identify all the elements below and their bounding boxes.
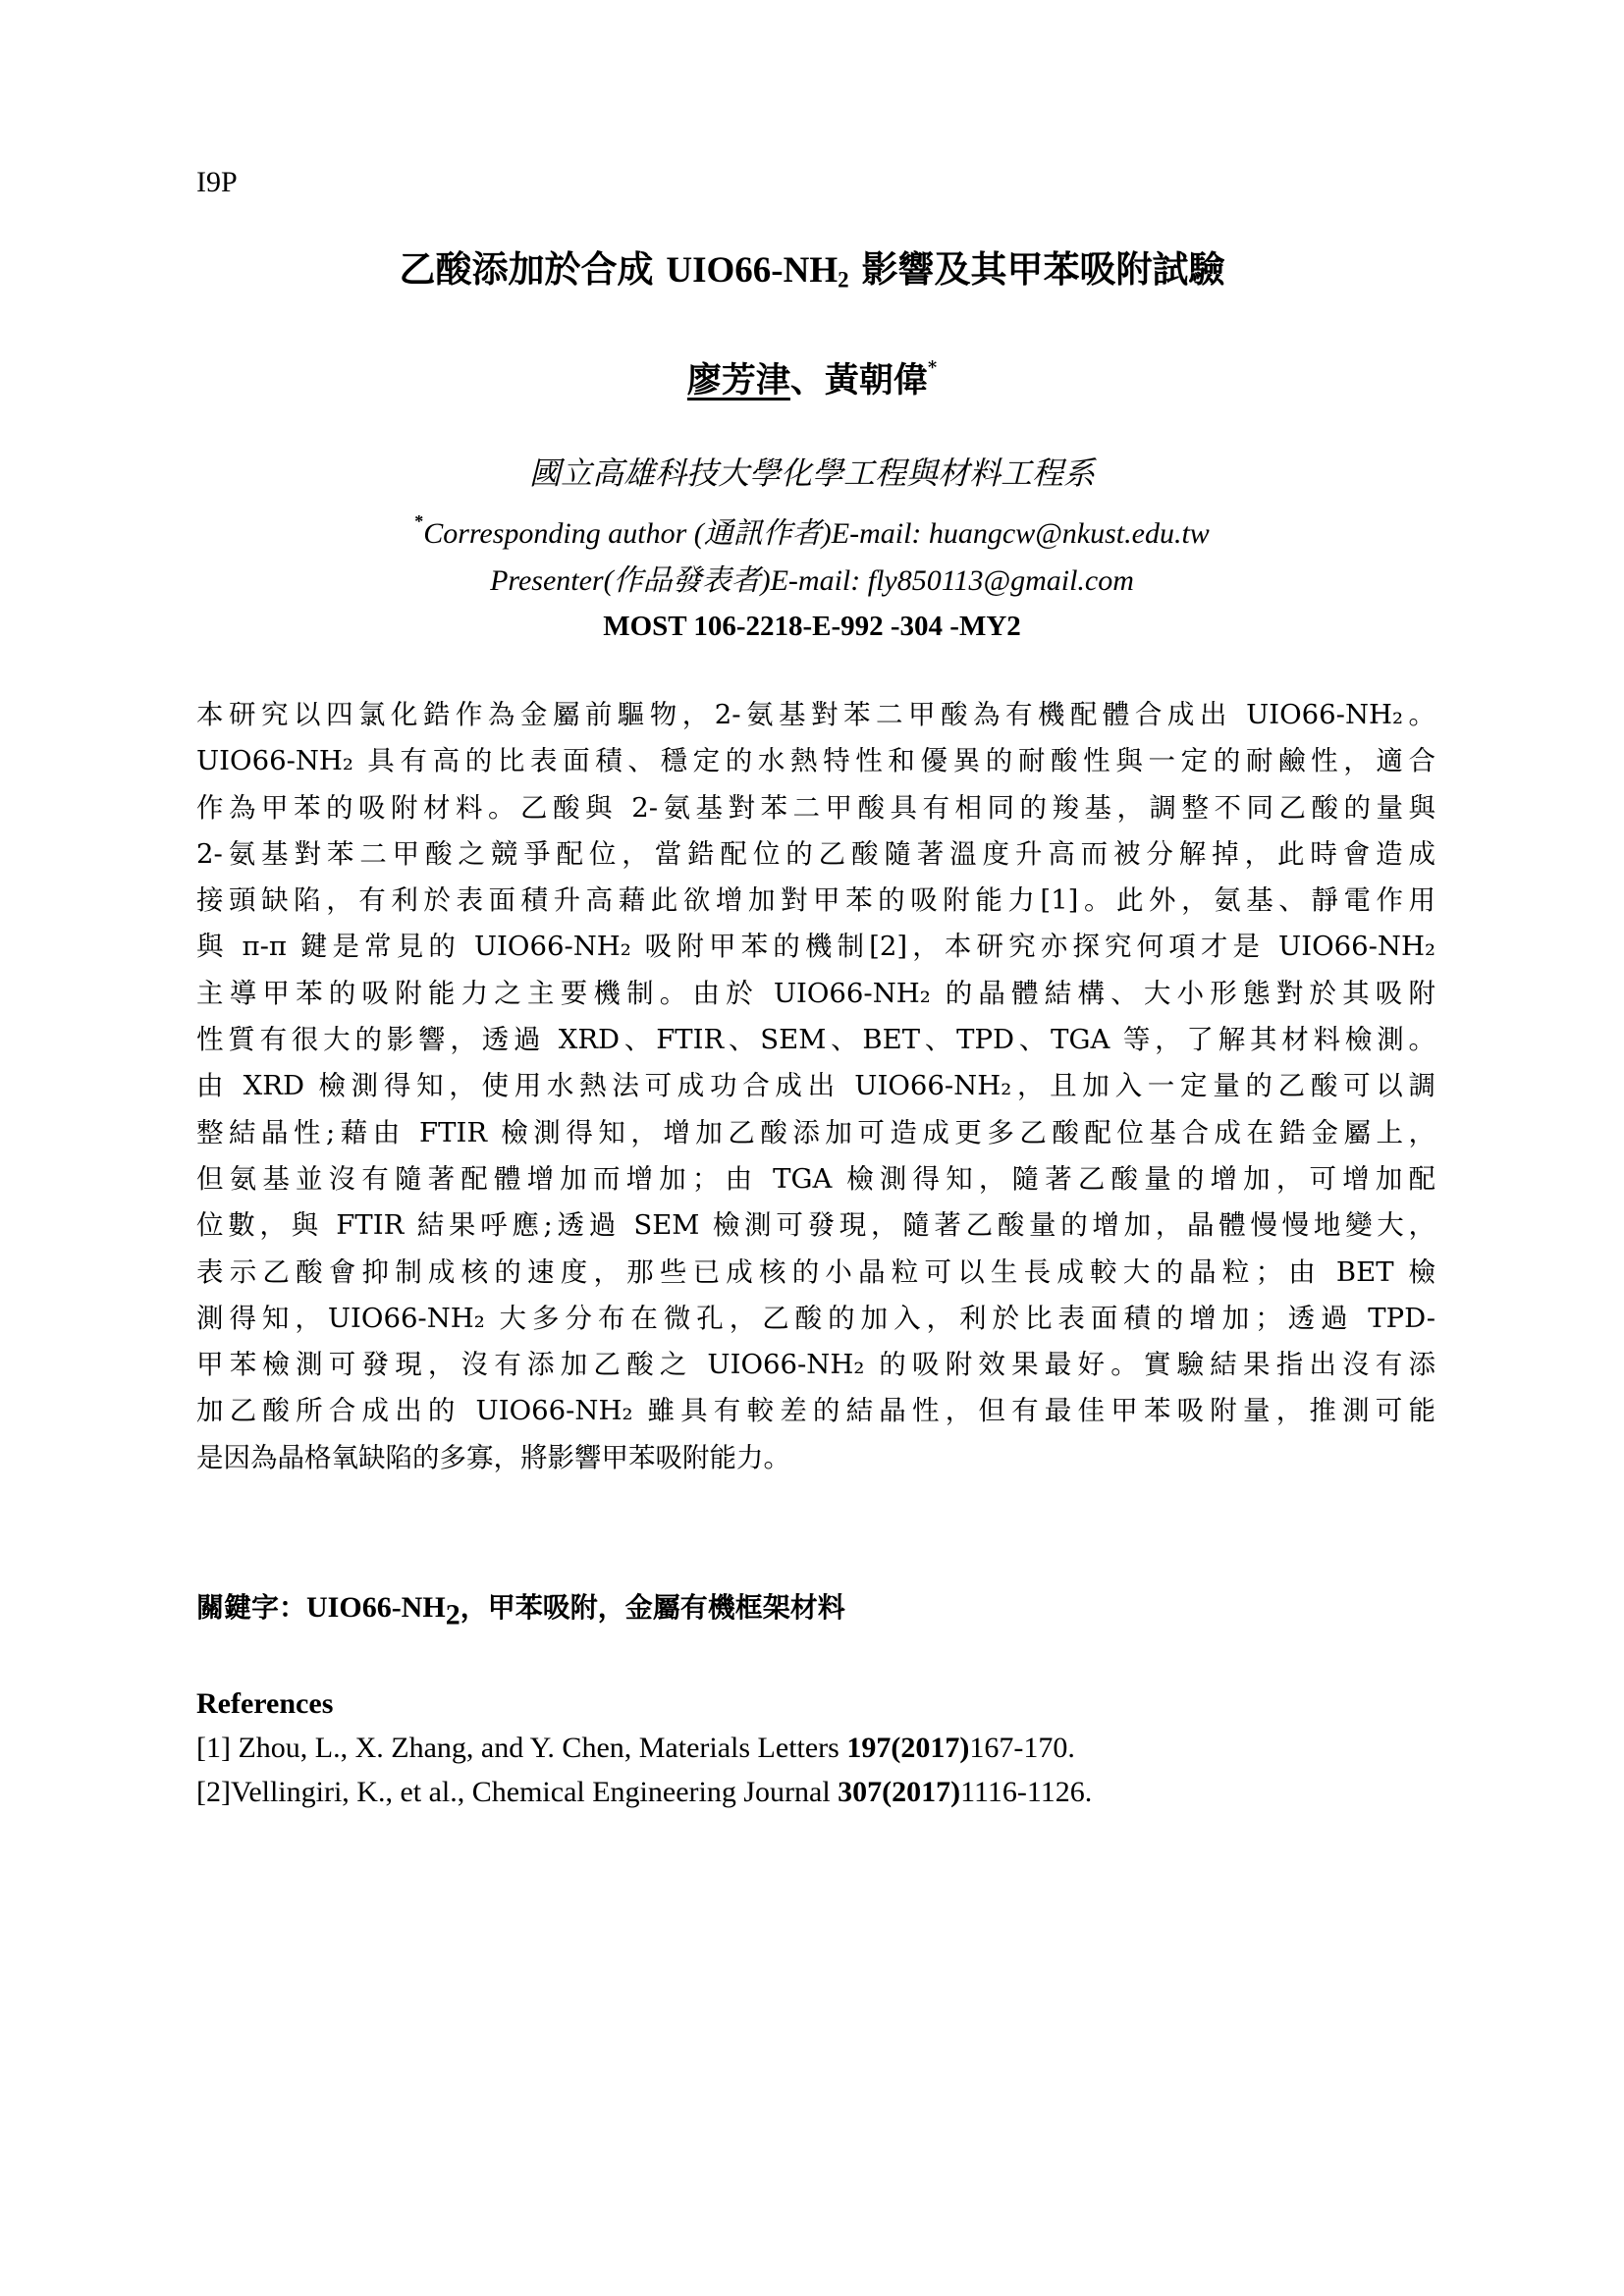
abstract-line: 整結晶性;藉由 FTIR 檢測得知，增加乙酸添加可造成更多乙酸配位基合成在鋯金屬上， bbox=[196, 1116, 1435, 1148]
abstract-body bbox=[196, 692, 1435, 1481]
author-presenter: 廖芳津 bbox=[686, 360, 790, 400]
references-heading: References bbox=[196, 1687, 334, 1720]
author-separator: 、 bbox=[789, 360, 825, 400]
abstract-line: UIO66-NH₂ 具有高的比表面積、穩定的水熱特性和優異的耐酸性與一定的耐鹼性，適合 bbox=[196, 745, 1435, 777]
author-list bbox=[196, 359, 1428, 402]
corresponding-email-line bbox=[196, 510, 1428, 552]
presenter-email: Presenter(作品發表者)E-mail: fly850113@gmail.com bbox=[490, 564, 1134, 597]
abstract-line: 接頭缺陷，有利於表面積升高藉此欲增加對甲苯的吸附能力[1]。此外，氨基、靜電作用 bbox=[196, 884, 1435, 917]
abstract-line: 表示乙酸會抑制成核的速度，那些已成核的小晶粒可以生長成較大的晶粒；由 BET 檢 bbox=[196, 1255, 1435, 1288]
reference-pages: 1116-1126. bbox=[960, 1776, 1093, 1808]
reference-volume: 197(2017) bbox=[846, 1732, 970, 1764]
grant-number: MOST 106-2218-E-992 -304 -MY2 bbox=[603, 611, 1021, 642]
abstract-line: 主導甲苯的吸附能力之主要機制。由於 UIO66-NH₂ 的晶體結構、大小形態對於其吸附 bbox=[196, 977, 1435, 1009]
abstract-line: 作為甲苯的吸附材料。乙酸與 2-氨基對苯二甲酸具有相同的羧基，調整不同乙酸的量與 bbox=[196, 791, 1435, 824]
reference-volume: 307(2017) bbox=[838, 1776, 961, 1808]
abstract-line: 加乙酸所合成出的 UIO66-NH₂ 雖具有較差的結晶性，但有最佳甲苯吸附量，推測可能 bbox=[196, 1395, 1435, 1427]
corresponding-mark: * bbox=[927, 357, 938, 378]
keywords-compound-subscript: 2 bbox=[445, 1598, 460, 1631]
reference-item bbox=[196, 1775, 1092, 1810]
title-pre: 乙酸添加於合成 bbox=[399, 247, 667, 291]
abstract-line: 與 π-π 鍵是常見的 UIO66-NH₂ 吸附甲苯的機制[2]，本研究亦探究何項才是 UIO66-NH₂ bbox=[196, 931, 1435, 963]
keywords-rest: ，甲苯吸附，金屬有機框架材料 bbox=[460, 1591, 845, 1624]
abstract-line: 是因為晶格氧缺陷的多寡，將影響甲苯吸附能力。 bbox=[196, 1441, 790, 1473]
title-compound-subscript: 2 bbox=[838, 267, 849, 293]
abstract-line: 性質有很大的影響，透過 XRD、FTIR、SEM、BET、TPD、TGA 等，了解其材料檢測。 bbox=[196, 1024, 1435, 1056]
page-id: I9P bbox=[196, 166, 238, 198]
reference-pages: 167-170. bbox=[969, 1732, 1075, 1764]
abstract-line: 2-氨基對苯二甲酸之競爭配位，當鋯配位的乙酸隨著溫度升高而被分解掉，此時會造成 bbox=[196, 837, 1435, 870]
abstract-line: 由 XRD 檢測得知，使用水熱法可成功合成出 UIO66-NH₂，且加入一定量的乙酸可以調 bbox=[196, 1070, 1435, 1102]
reference-text: [2]Vellingiri, K., et al., Chemical Engineering Journal bbox=[196, 1776, 839, 1808]
corresponding-email: Corresponding author (通訊作者)E-mail: huangcw@nkust.edu.tw bbox=[423, 517, 1210, 550]
affiliation: 國立高雄科技大學化學工程與材料工程系 bbox=[528, 454, 1095, 492]
corresponding-email-mark: * bbox=[414, 510, 424, 531]
title-post: 影響及其甲苯吸附試驗 bbox=[848, 247, 1225, 291]
keywords-label: 關鍵字： bbox=[196, 1591, 307, 1624]
abstract-line: 但氨基並沒有隨著配體增加而增加；由 TGA 檢測得知，隨著乙酸量的增加，可增加配 bbox=[196, 1162, 1435, 1195]
abstract-line: 甲苯檢測可發現，沒有添加乙酸之 UIO66-NH₂ 的吸附效果最好。實驗結果指出沒有添 bbox=[196, 1349, 1435, 1381]
paper-title bbox=[196, 245, 1428, 294]
keywords bbox=[196, 1588, 845, 1631]
abstract-line: 位數，與 FTIR 結果呼應;透過 SEM 檢測可發現，隨著乙酸量的增加，晶體慢慢地變大， bbox=[196, 1209, 1435, 1242]
abstract-line: 測得知，UIO66-NH₂ 大多分布在微孔，乙酸的加入，利於比表面積的增加；透過 TPD- bbox=[196, 1302, 1435, 1334]
author-corresponding: 黃朝偉 bbox=[824, 360, 928, 400]
reference-text: [1] Zhou, L., X. Zhang, and Y. Chen, Materials Letters bbox=[196, 1732, 847, 1764]
reference-item bbox=[196, 1731, 1075, 1766]
abstract-line: 本研究以四氯化鋯作為金屬前驅物，2-氨基對苯二甲酸為有機配體合成出 UIO66-NH₂。 bbox=[196, 699, 1435, 730]
keywords-compound: UIO66-NH bbox=[306, 1591, 446, 1624]
title-compound: UIO66-NH bbox=[666, 250, 839, 291]
